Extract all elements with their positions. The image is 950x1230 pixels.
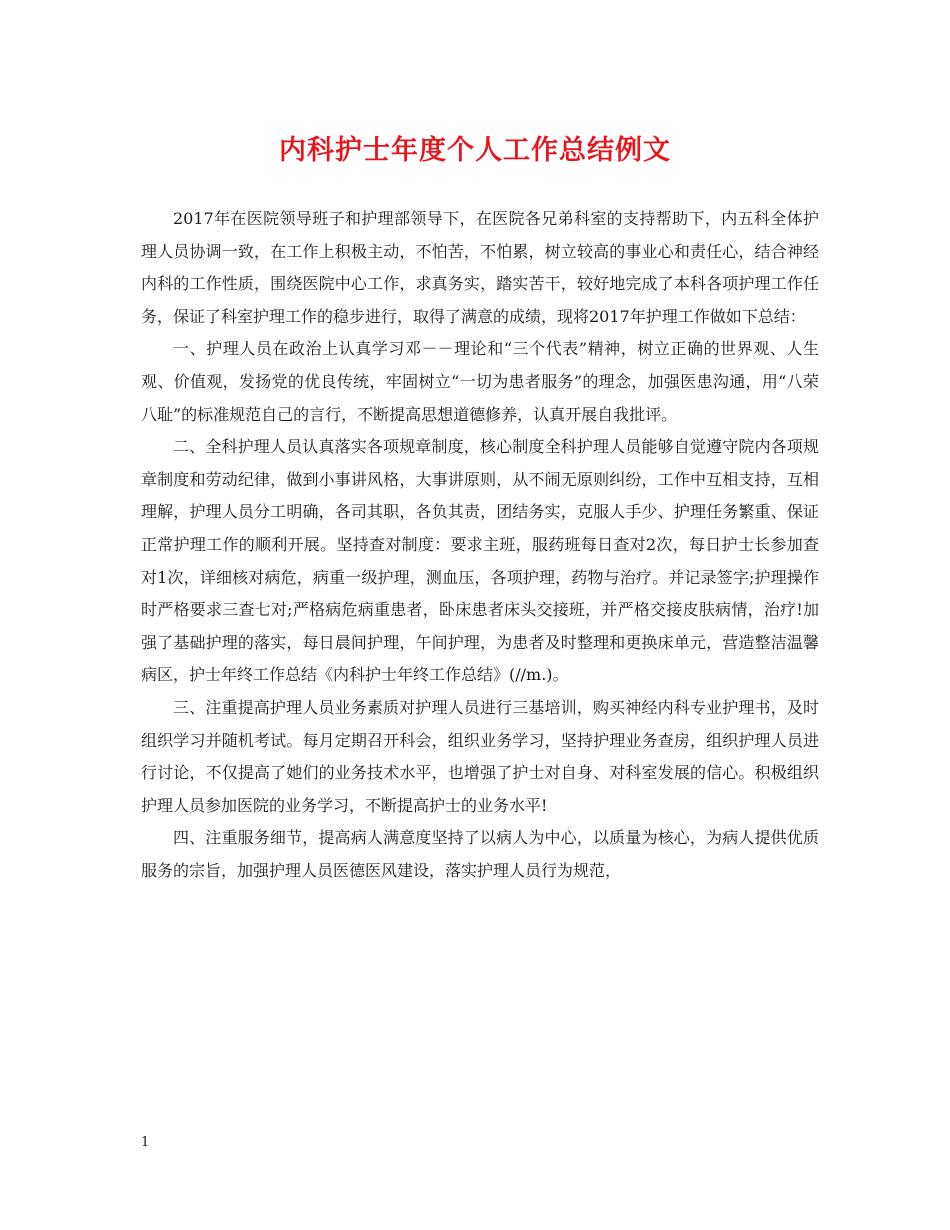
document-title: 内科护士年度个人工作总结例文 (279, 135, 671, 166)
paragraph-section-4: 四、注重服务细节，提高病人满意度坚持了以病人为中心，以质量为核心，为病人提供优质服务的宗旨，加强护理人员医德医风建设，落实护理人员行为规范， (141, 828, 819, 880)
paragraph-intro: 2017年在医院领导班子和护理部领导下，在医院各兄弟科室的支持帮助下，内五科全体护理人员协调一致，在工作上积极主动，不怕苦，不怕累，树立较高的事业心和责任心，结合神经内科的工作性质，围绕医院中心工作，求真务实，踏实苦干，较好地完成了本科各项护理工作任务，保证了科室护理工作的稳步进行，取得了满意的成绩，现将2017年护理工作做如下总结： (141, 209, 819, 326)
paragraph-section-2: 二、全科护理人员认真落实各项规章制度，核心制度全科护理人员能够自觉遵守院内各项规章制度和劳动纪律，做到小事讲风格，大事讲原则，从不闹无原则纠纷，工作中互相支持，互相理解，护理人员分工明确，各司其职，各负其责，团结务实，克服人手少、护理任务繁重、保证正常护理工作的顺利开展。坚持查对制度：要求主班，服药班每日查对2次，每日护士长参加查对1次，详细核对病危，病重一级护理，测血压，各项护理，药物与治疗。并记录签字;护理操作时严格要求三查七对;严格病危病重患者，卧床患者床头交接班，并严格交接皮肤病情，治疗!加强了基础护理的落实，每日晨间护理，午间护理，为患者及时整理和更换床单元，营造整洁温馨病区，护士年终工作总结《内科护士年终工作总结》(//m.)。 (141, 437, 819, 685)
document-body (141, 203, 819, 887)
paragraph-section-1: 一、护理人员在政治上认真学习邓－－理论和“三个代表”精神，树立正确的世界观、人生观、价值观，发扬党的优良传统，牢固树立“一切为患者服务”的理念，加强医患沟通，用“八荣八耻”的标准规范自己的言行，不断提高思想道德修养，认真开展自我批评。 (141, 339, 819, 424)
paragraph-section-3: 三、注重提高护理人员业务素质对护理人员进行三基培训，购买神经内科专业护理书，及时组织学习并随机考试。每月定期召开科会，组织业务学习，坚持护理业务查房，组织护理人员进行讨论，不仅提高了她们的业务技术水平，也增强了护士对自身、对科室发展的信心。积极组织护理人员参加医院的业务学习，不断提高护士的业务水平! (141, 697, 819, 815)
page-number: 1 (141, 1135, 150, 1150)
